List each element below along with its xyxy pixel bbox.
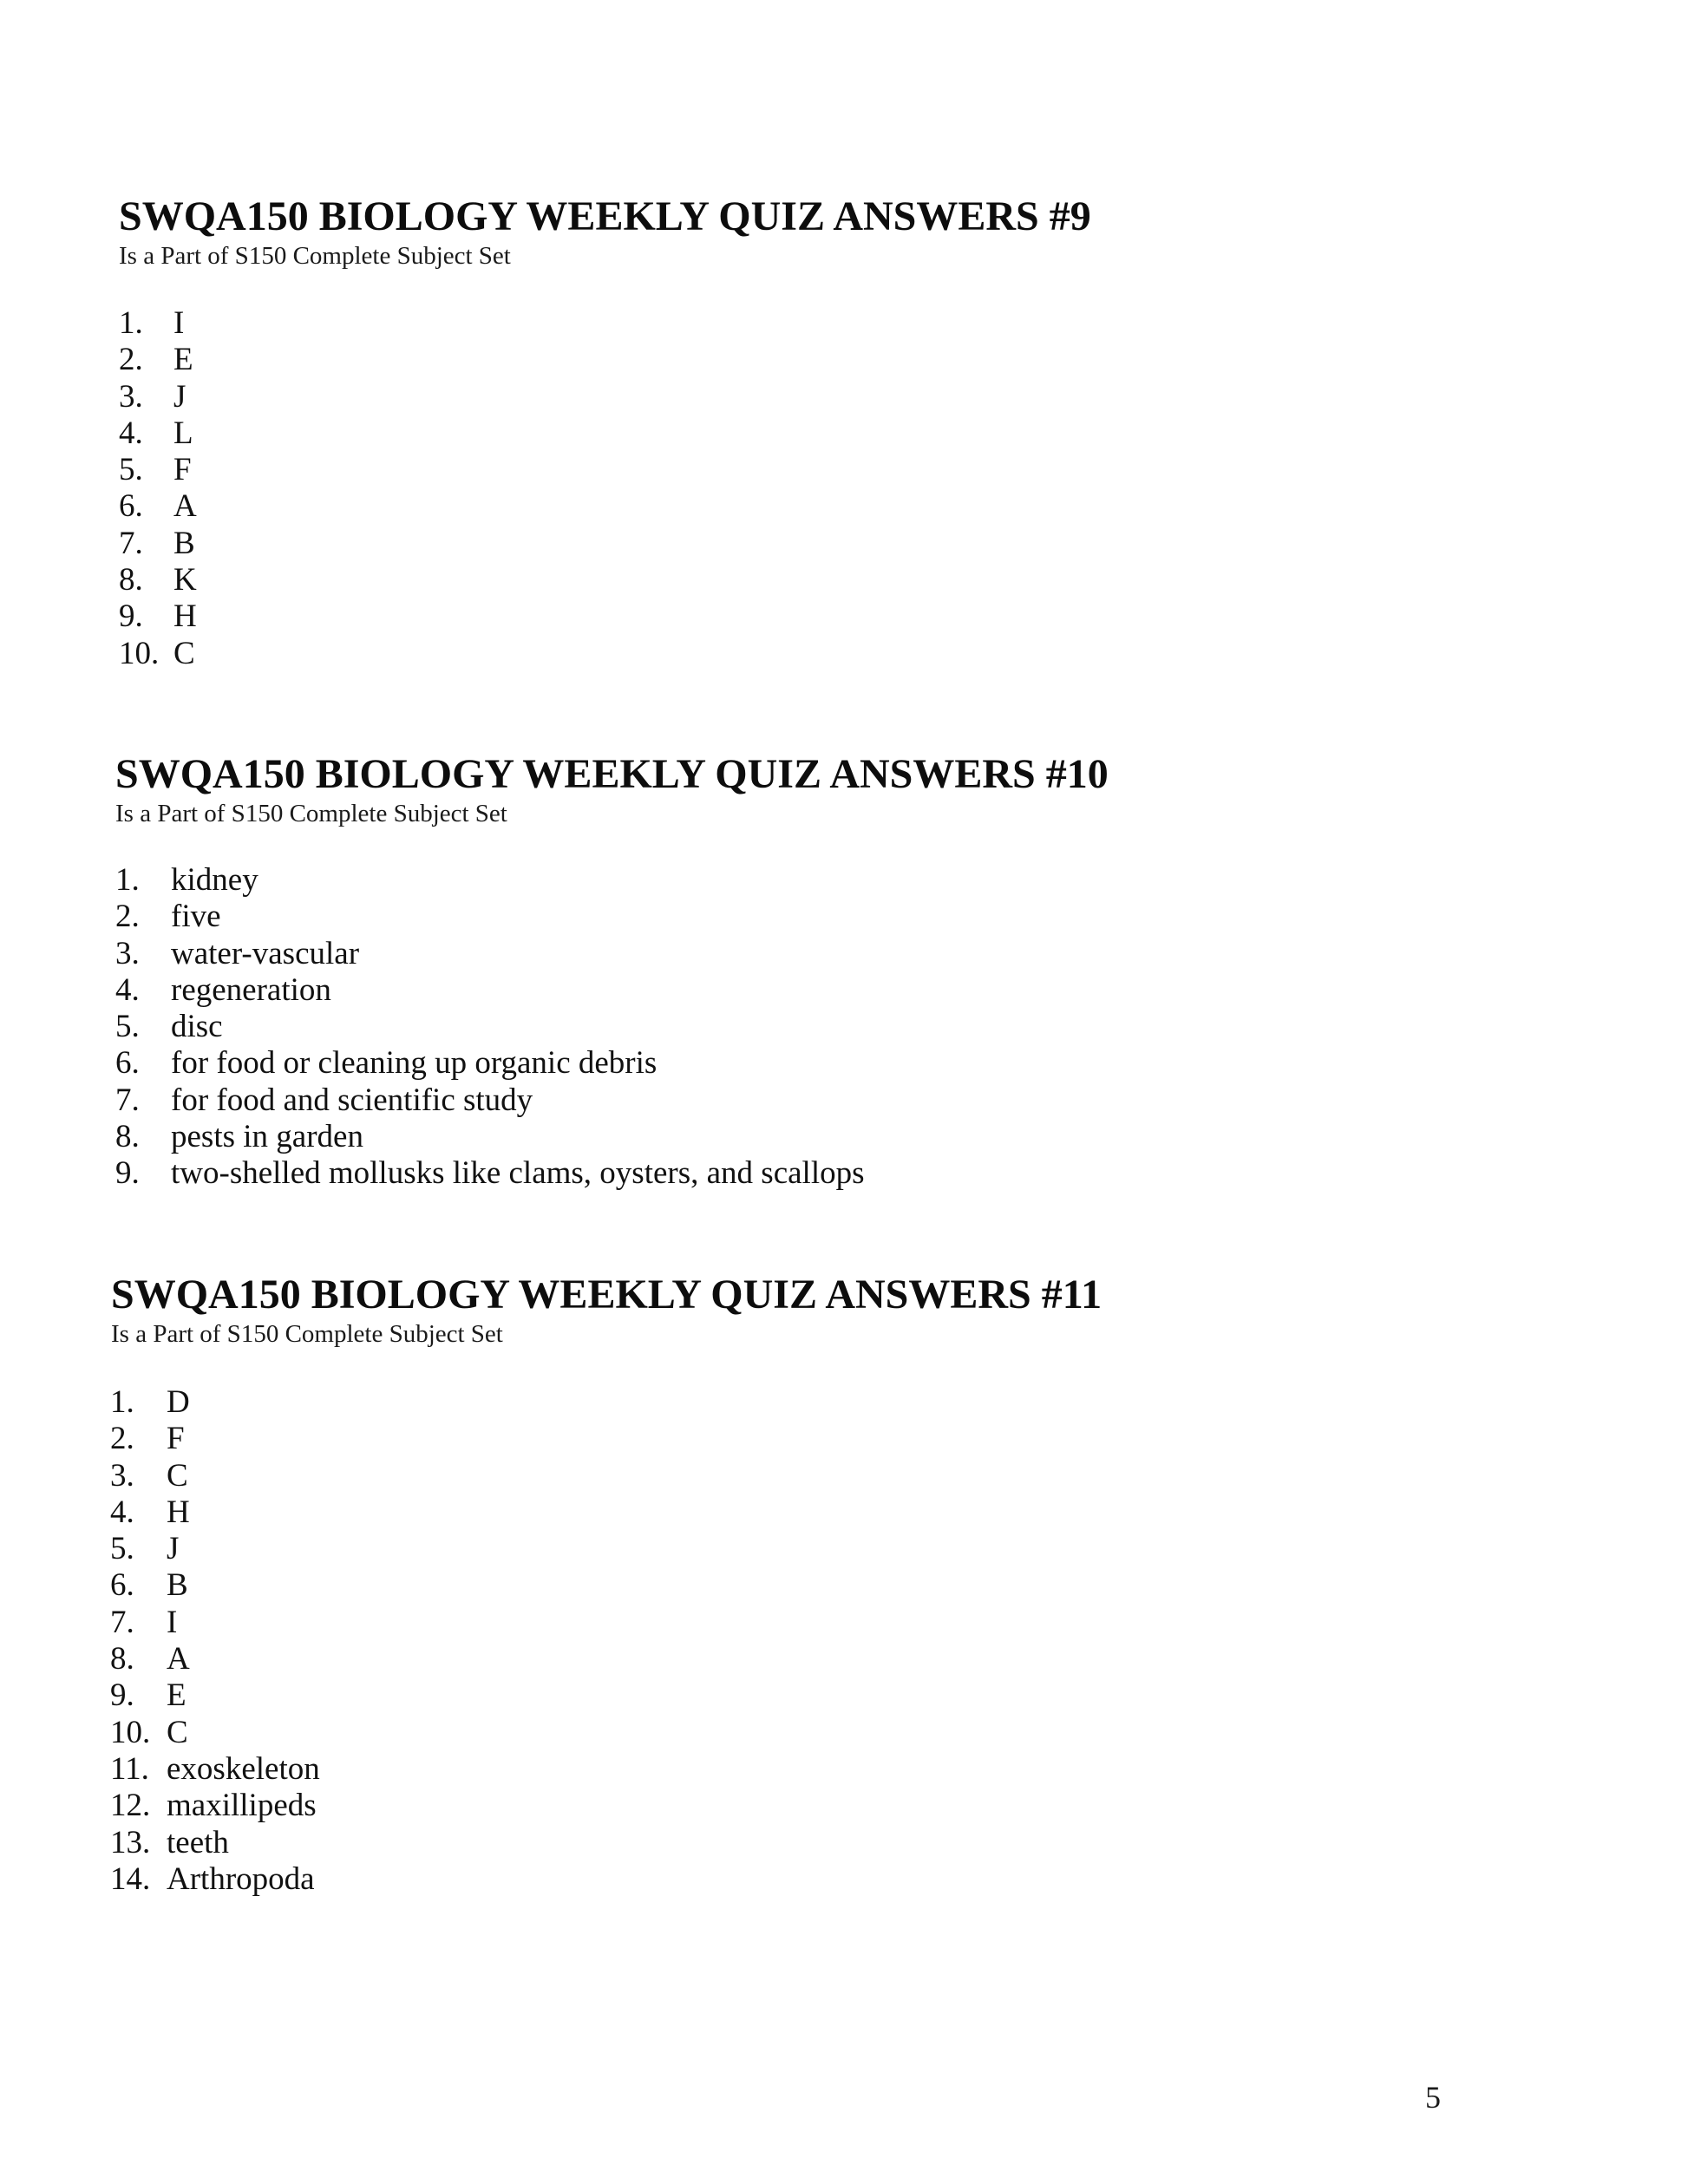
answer-number: 4.: [115, 971, 140, 1008]
answer-number: 5.: [110, 1531, 134, 1567]
answer-value: disc: [171, 1009, 223, 1045]
answer-number: 12.: [110, 1788, 151, 1824]
answer-number: 2.: [110, 1421, 134, 1457]
section-subtitle: Is a Part of S150 Complete Subject Set: [111, 1320, 503, 1348]
answer-number: 14.: [110, 1860, 151, 1897]
answer-value: exoskeleton: [167, 1750, 320, 1787]
answer-number: 9.: [119, 598, 143, 635]
answer-number: 6.: [119, 488, 143, 525]
answer-value: F: [167, 1421, 185, 1457]
answer-value: A: [173, 488, 197, 525]
answer-number: 11.: [110, 1750, 149, 1787]
answer-number: 1.: [110, 1384, 134, 1420]
answer-value: E: [167, 1677, 186, 1714]
answer-number: 8.: [110, 1641, 134, 1677]
answer-number: 5.: [119, 452, 143, 488]
answer-value: B: [167, 1567, 188, 1604]
answer-number: 3.: [110, 1457, 134, 1494]
answer-value: C: [167, 1714, 188, 1750]
answer-value: for food or cleaning up organic debris: [171, 1045, 658, 1082]
answer-value: five: [171, 899, 221, 935]
answer-value: regeneration: [171, 971, 331, 1008]
answer-value: J: [167, 1531, 180, 1567]
answer-value: C: [167, 1457, 188, 1494]
answer-number: 6.: [110, 1567, 134, 1604]
answer-number: 8.: [119, 562, 143, 598]
answer-value: I: [173, 305, 185, 341]
answer-number: 3.: [115, 935, 140, 971]
answer-value: maxillipeds: [167, 1788, 317, 1824]
answer-value: K: [173, 562, 197, 598]
answer-value: for food and scientific study: [171, 1082, 533, 1118]
answer-value: E: [173, 342, 193, 378]
answer-value: L: [173, 415, 193, 451]
answer-number: 7.: [119, 525, 143, 561]
answer-value: I: [167, 1604, 178, 1640]
answer-value: D: [167, 1384, 190, 1420]
answer-number: 8.: [115, 1119, 140, 1155]
section-subtitle: Is a Part of S150 Complete Subject Set: [119, 242, 511, 270]
section-title: SWQA150 BIOLOGY WEEKLY QUIZ ANSWERS #10: [115, 751, 1109, 797]
answer-value: Arthropoda: [167, 1860, 315, 1897]
section-title: SWQA150 BIOLOGY WEEKLY QUIZ ANSWERS #9: [119, 193, 1091, 239]
answer-value: pests in garden: [171, 1119, 363, 1155]
answer-number: 6.: [115, 1045, 140, 1082]
answer-number: 10.: [110, 1714, 151, 1750]
answer-number: 1.: [115, 862, 140, 898]
answer-value: A: [167, 1641, 190, 1677]
answer-number: 9.: [115, 1155, 140, 1192]
answer-number: 2.: [115, 899, 140, 935]
section-subtitle: Is a Part of S150 Complete Subject Set: [115, 800, 507, 827]
answer-value: H: [167, 1494, 190, 1530]
answer-value: J: [173, 378, 186, 415]
answer-number: 7.: [110, 1604, 134, 1640]
answer-number: 5.: [115, 1009, 140, 1045]
answer-number: 3.: [119, 378, 143, 415]
answer-value: C: [173, 635, 195, 671]
answer-value: B: [173, 525, 195, 561]
answer-value: water-vascular: [171, 935, 360, 971]
answer-number: 9.: [110, 1677, 134, 1714]
answer-number: 7.: [115, 1082, 140, 1118]
answer-number: 2.: [119, 342, 143, 378]
answer-number: 4.: [119, 415, 143, 451]
answer-number: 13.: [110, 1824, 151, 1860]
answer-value: F: [173, 452, 192, 488]
answer-number: 4.: [110, 1494, 134, 1530]
section-title: SWQA150 BIOLOGY WEEKLY QUIZ ANSWERS #11: [111, 1272, 1102, 1318]
answer-value: teeth: [167, 1824, 229, 1860]
answer-value: H: [173, 598, 197, 635]
answer-value: two-shelled mollusks like clams, oysters, and scallops: [171, 1155, 865, 1192]
answer-number: 1.: [119, 305, 143, 341]
answer-number: 10.: [119, 635, 160, 671]
page-number: 5: [1425, 2080, 1441, 2115]
answer-value: kidney: [171, 862, 258, 898]
